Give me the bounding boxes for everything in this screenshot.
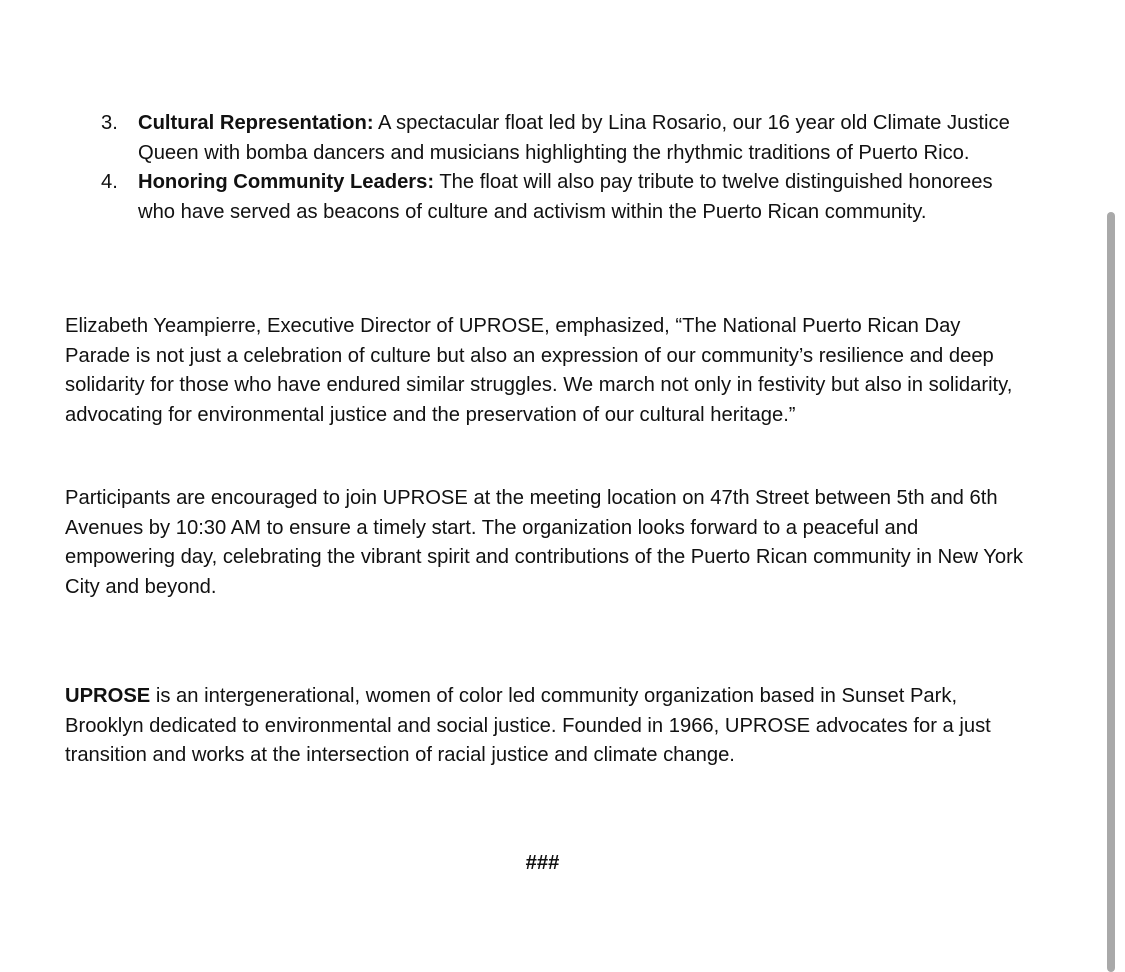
about-text: is an intergenerational, women of color led community organization based in Sunset Park, Brooklyn dedicated to environmental and social justice. Founded in 1966, UPROSE advocates for a just transition and works at the intersection of racial justice and climate change. (65, 685, 991, 766)
list-item-text: The float will also pay tribute to twelve distinguished honorees who have served as beacons of culture and activism within the Puerto Rican community. (138, 171, 993, 223)
quote-paragraph: Elizabeth Yeampierre, Executive Director of UPROSE, emphasized, “The National Puerto Rican Day Parade is not just a celebration of culture but also an expression of our community’s resilience and deep solidarity for those who have endured similar struggles. We march not only in festivity but also in solidarity, advocating for environmental justice and the preservation of our cultural heritage.” (65, 315, 1013, 426)
about-paragraph (65, 682, 1025, 771)
list-item-honoring-community-leaders (0, 168, 1018, 227)
list-item-number: 4. (101, 171, 118, 193)
list-item-text: A spectacular float led by Lina Rosario, our 16 year old Climate Justice Queen with bomba dancers and musicians highlighting the rhythmic traditions of Puerto Rico. (138, 112, 1010, 164)
participants-paragraph: Participants are encouraged to join UPROSE at the meeting location on 47th Street between 5th and 6th Avenues by 10:30 AM to ensure a timely start. The organization looks forward to a peaceful and empowering day, celebrating the vibrant spirit and contributions of the Puerto Rican community in New York City and beyond. (65, 487, 1023, 598)
vertical-scrollbar[interactable] (1104, 0, 1118, 945)
end-mark: ### (525, 852, 560, 874)
scrollbar-thumb[interactable] (1107, 212, 1115, 972)
list-item-term: Honoring Community Leaders: (138, 171, 435, 193)
list-item-term: Cultural Representation: (138, 112, 374, 134)
org-name: UPROSE (65, 685, 151, 707)
numbered-list (0, 109, 1050, 227)
list-item-number: 3. (101, 112, 118, 134)
list-item-cultural-representation (0, 109, 1018, 168)
